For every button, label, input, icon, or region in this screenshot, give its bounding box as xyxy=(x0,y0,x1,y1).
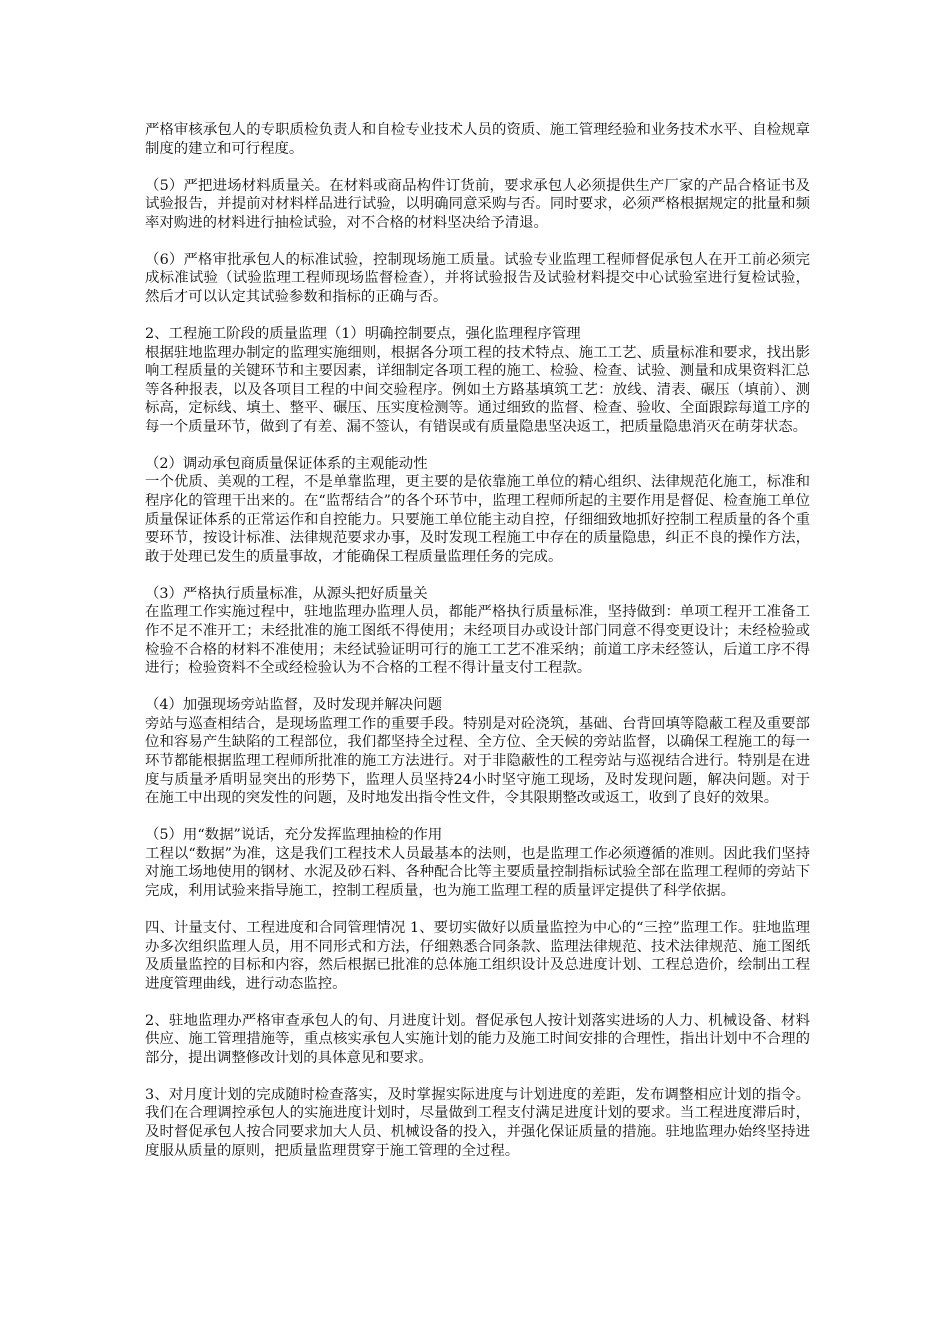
paragraph-text: 工程以“数据”为准，这是我们工程技术人员最基本的法则，也是监理工作必须遵循的准则。因此我们坚持对施工场地使用的钢材、水泥及砂石料、各种配合比等主要质量控制指标试验全部在监理工程师的旁站下完成，利用试验来指导施工，控制工程质量，也为施工监理工程的质量评定提供了科学依据。 xyxy=(145,845,810,899)
paragraph-text: （5）严把进场材料质量关。在材料或商品构件订货前，要求承包人必须提供生产厂家的产品合格证书及试验报告，并提前对材料样品进行试验，以明确同意采购与否。同时要求，必须严格根据规定的批量和频率对购进的材料进行抽检试验，对不合格的材料坚决给予清退。 xyxy=(145,177,810,231)
paragraph-2 xyxy=(145,177,810,233)
section-heading: （4）加强现场旁站监督，及时发现并解决问题 xyxy=(145,697,442,714)
section-heading: 2、工程施工阶段的质量监理（1）明确控制要点，强化监理程序管理 xyxy=(145,325,581,342)
paragraph-text: 严格审核承包人的专职质检负责人和自检专业技术人员的资质、施工管理经验和业务技术水平、自检规章制度的建立和可行程度。 xyxy=(145,122,810,157)
paragraph-text: 一个优质、美观的工程，不是单靠监理，更主要的是依靠施工单位的精心组织、法律规范化施工，标准和程序化的管理干出来的。在“监帮结合”的各个环节中，监理工程师所起的主要作用是督促、检查施工单位质量保证体系的正常运作和自控能力。只要施工单位能主动自控，仔细细致地抓好控制工程质量的各个重要环节，按设计标准、法律规范要求办事，及时发现工程施工中存在的质量隐患，纠正不良的操作方法，敢于处理已发生的质量事故，才能确保工程质量监理任务的完成。 xyxy=(145,474,810,565)
paragraph-monthly-plan xyxy=(145,1086,810,1160)
section-onsite-supervision xyxy=(145,696,810,808)
paragraph-text: 3、对月度计划的完成随时检查落实，及时掌握实际进度与计划进度的差距，发布调整相应计划的指令。我们在合理调控承包人的实施进度计划时，尽量做到工程支付满足进度计划的要求。当工程进度滞后时，及时督促承包人按合同要求加大人员、机械设备的投入，并强化保证质量的措施。驻地监理办始终坚持进度服从质量的原则，把质量监理贯穿于施工管理的全过程。 xyxy=(145,1086,810,1159)
section-heading: （3）严格执行质量标准，从源头把好质量关 xyxy=(145,585,428,602)
section-quality-standards xyxy=(145,585,810,678)
section-heading: （5）用“数据”说话，充分发挥监理抽检的作用 xyxy=(145,827,443,844)
paragraph-text: 2、驻地监理办严格审查承包人的旬、月进度计划。督促承包人按计划落实进场的人力、机械设备、材料供应、施工管理措施等，重点核实承包人实施计划的能力及施工时间安排的合理性，指出计划中不合理的部分，提出调整修改计划的具体意见和要求。 xyxy=(145,1012,810,1066)
section-data-driven xyxy=(145,826,810,900)
paragraph-text: 在监理工作实施过程中，驻地监理办监理人员，都能严格执行质量标准，坚持做到：单项工程开工准备工作不足不准开工；未经批准的施工图纸不得使用；未经项目办或设计部门同意不得变更设计；未经检验或检验不合格的材料不准使用；未经试验证明可行的施工工艺不准采纳；前道工序未经签认，后道工序不得进行；检验资料不全或经检验认为不合格的工程不得计量支付工程款。 xyxy=(145,604,810,677)
paragraph-text: 根据驻地监理办制定的监理实施细则，根据各分项工程的技术特点、施工工艺、质量标准和要求，找出影响工程质量的关键环节和主要因素，详细制定各项工程的施工、检验、检查、试验、测量和成果资料汇总等各种报表，以及各项目工程的中间交验程序。例如土方路基填筑工艺：放线、清表、碾压（填前）、测标高，定标线、填土、整平、碾压、压实度检测等。通过细致的监督、检查、验收、全面跟踪每道工序的每一个质量环节，做到了有差、漏不签认，有错误或有质量隐患坚决返工，把质量隐患消灭在萌芽状态。 xyxy=(145,344,810,435)
paragraph-3 xyxy=(145,251,810,307)
section-contractor-quality-system xyxy=(145,455,810,567)
paragraph-text: 四、计量支付、工程进度和合同管理情况 1、要切实做好以质量监控为中心的“三控”监理工作。驻地监理办多次组织监理人员，用不同形式和方法，仔细熟悉合同条款、监理法律规范、技术法律规范、施工图纸及质量监控的目标和内容，然后根据已批准的总体施工组织设计及总进度计划、工程总造价，绘制出工程进度管理曲线，进行动态监控。 xyxy=(145,919,810,992)
document-page xyxy=(145,121,810,1179)
paragraph-1 xyxy=(145,121,810,158)
section-heading: （2）调动承包商质量保证体系的主观能动性 xyxy=(145,455,428,472)
paragraph-measurement-progress xyxy=(145,919,810,993)
paragraph-text: 旁站与巡查相结合，是现场监理工作的重要手段。特别是对砼浇筑，基础、台背回填等隐蔽工程及重要部位和容易产生缺陷的工程部位，我们都坚持全过程、全方位、全天候的旁站监督，以确保工程施工的每一环节都能根据监理工程师所批准的施工方法进行。对于非隐蔽性的工程旁站与巡视结合进行。特别是在进度与质量矛盾明显突出的形势下，监理人员坚持24小时坚守施工现场，及时发现问题，解决问题。对于在施工中出现的突发性的问题，及时地发出指令性文件，令其限期整改或返工，收到了良好的效果。 xyxy=(145,715,810,807)
paragraph-progress-plan-review xyxy=(145,1012,810,1068)
section-quality-supervision-construction xyxy=(145,325,810,437)
paragraph-text: （6）严格审批承包人的标准试验，控制现场施工质量。试验专业监理工程师督促承包人在开工前必须完成标准试验（试验监理工程师现场监督检查），并将试验报告及试验材料提交中心试验室进行复检试验，然后才可以认定其试验参数和指标的正确与否。 xyxy=(145,251,810,305)
